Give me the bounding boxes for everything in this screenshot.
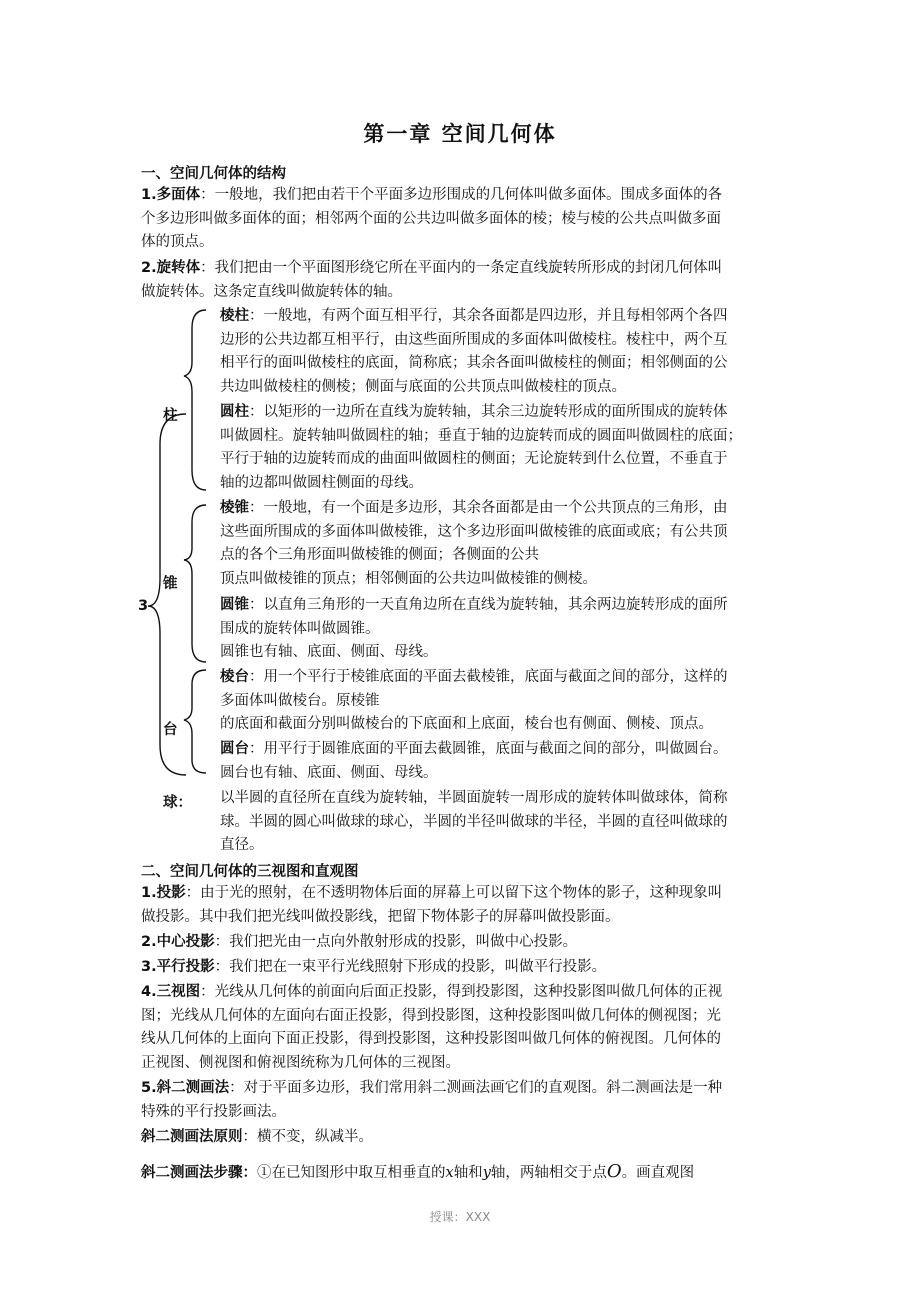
principle-paragraph: 斜二测画法原则：横不变，纵减半。 [141,1129,373,1145]
parallel-projection-paragraph: 3.平行投影：我们把在一束平行光线照射下形成的投影，叫做平行投影。 [141,959,607,975]
polyhedron-term: 1.多面体 [141,187,201,203]
label-three: 3 [138,598,149,614]
parallel-projection-term: 3.平行投影 [141,959,215,975]
oblique-paragraph: 5.斜二测画法：对于平面多边形，我们常用斜二测画法画它们的直观图。斜二测画法是一种 特殊的平行投影画法。 [141,1080,723,1120]
polyhedron-paragraph: 1.多面体：一般地，我们把由若干个平面多边形围成的几何体叫做多面体。围成多面体的各 个多边形叫做多面体的面；相邻两个面的公共边叫做多面体的棱；棱与棱的公共点叫做多面 体的顶点。 [141,187,723,250]
frustum-cone-term: 圆台 [220,741,249,757]
pyramid-term: 棱锥 [220,500,249,516]
cone-paragraph: 圆锥：以直角三角形的一天直角边所在直线为旋转轴，其余两边旋转形成的面所 围成的旋转体叫做圆锥。 圆锥也有轴、底面、侧面、母线。 [220,597,728,660]
prism-term: 棱柱 [220,308,249,324]
label-cone: 锥 [163,576,178,592]
three-view-term: 4.三视图 [141,984,201,1000]
section1-heading: 一、空间几何体的结构 [141,166,286,182]
three-view-paragraph: 4.三视图：光线从几何体的前面向后面正投影，得到投影图，这种投影图叫做几何体的正视 图；光线从几何体的左面向右面正投影，得到投影图，这种投影图叫做几何体的侧视图；光 线从几何体的上面向下面正投影，得到投影图，这种投影图叫做几何体的俯视图。几何体的 正视图、侧视图和俯视图统称为几何体的三视图。 [141,984,723,1071]
pillar-brace [184,310,206,490]
label-sphere: 球： [163,795,192,811]
sphere-paragraph: 以半圆的直径所在直线为旋转轴，半圆面旋转一周形成的旋转体叫做球体，简称 球。半圆的圆心叫做球的球心，半圆的半径叫做球的半径，半圆的直径叫做球的 直径。 [220,790,728,853]
projection-paragraph: 1.投影：由于光的照射，在不透明物体后面的屏幕上可以留下这个物体的影子，这种现象叫 做投影。其中我们把光线叫做投影线，把留下物体影子的屏幕叫做投影面。 [141,885,723,925]
y-variable: y [482,1165,491,1181]
cylinder-term: 圆柱 [220,404,249,420]
label-frustum: 台 [163,722,178,738]
origin-variable: O [606,1161,622,1182]
cylinder-paragraph: 圆柱：以矩形的一边所在直线为旋转轴，其余三边旋转形成的面所围成的旋转体 叫做圆柱。旋转轴叫做圆柱的轴；垂直于轴的边旋转而成的圆面叫做圆柱的底面； 平行于轴的边旋转而成的曲面叫做圆柱的侧面；无论旋转到什么位置，不垂直于 轴的边都叫做圆柱侧面的母线。 [220,404,742,491]
projection-term: 1.投影 [141,885,186,901]
page-footer: 授课：XXX [429,1210,491,1224]
principle-term: 斜二测画法原则 [141,1129,243,1145]
oblique-term: 5.斜二测画法 [141,1080,230,1096]
cone-term: 圆锥 [220,597,249,613]
pyramid-paragraph: 棱锥：一般地，有一个面是多边形，其余各面都是由一个公共顶点的三角形，由 这些面所围成的多面体叫做棱锥，这个多边形面叫做棱锥的底面或底；有公共顶 点的各个三角形面叫做棱锥的侧面；各侧面的公共 顶点叫做棱锥的顶点；相邻侧面的公共边叫做棱锥的侧棱。 [220,500,728,587]
x-variable: x [445,1165,454,1181]
prism-paragraph: 棱柱：一般地，有两个面互相平行，其余各面都是四边形，并且每相邻两个各四 边形的公共边都互相平行，由这些面所围成的多面体叫做棱柱。棱柱中，两个互 相平行的面叫做棱柱的底面，简称底；其余各面叫做棱柱的侧面；相邻侧面的公 共边叫做棱柱的侧棱；侧面与底面的公共顶点叫做棱柱的顶点。 [220,308,728,395]
revolution-term: 2.旋转体 [141,260,201,276]
frustum-cone-paragraph: 圆台：用平行于圆锥底面的平面去截圆锥，底面与截面之间的部分，叫做圆台。 圆台也有轴、底面、侧面、母线。 [220,741,728,781]
cone-brace [184,505,206,662]
central-projection-term: 2.中心投影 [141,934,215,950]
revolution-paragraph: 2.旋转体：我们把由一个平面图形绕它所在平面内的一条定直线旋转所形成的封闭几何体叫 做旋转体。这条定直线叫做旋转体的轴。 [141,260,723,300]
frustum-brace [184,670,206,773]
page-title: 第一章 空间几何体 [363,122,557,146]
label-pillar: 柱 [163,408,178,424]
steps-term: 斜二测画法步骤： [141,1165,257,1181]
frustum-pyramid-term: 棱台 [220,669,249,685]
section2-heading: 二、空间几何体的三视图和直观图 [141,864,359,880]
frustum-pyramid-paragraph: 棱台：用一个平行于棱锥底面的平面去截棱锥，底面与截面之间的部分，这样的 多面体叫做棱台。原棱锥 的底面和截面分别叫做棱台的下底面和上底面，棱台也有侧面、侧棱、顶点。 [220,669,728,732]
central-projection-paragraph: 2.中心投影：我们把光由一点向外散射形成的投影，叫做中心投影。 [141,934,578,950]
steps-paragraph: 斜二测画法步骤：①在已知图形中取互相垂直的x轴和y轴，两轴相交于点O。画直观图 [141,1161,695,1182]
